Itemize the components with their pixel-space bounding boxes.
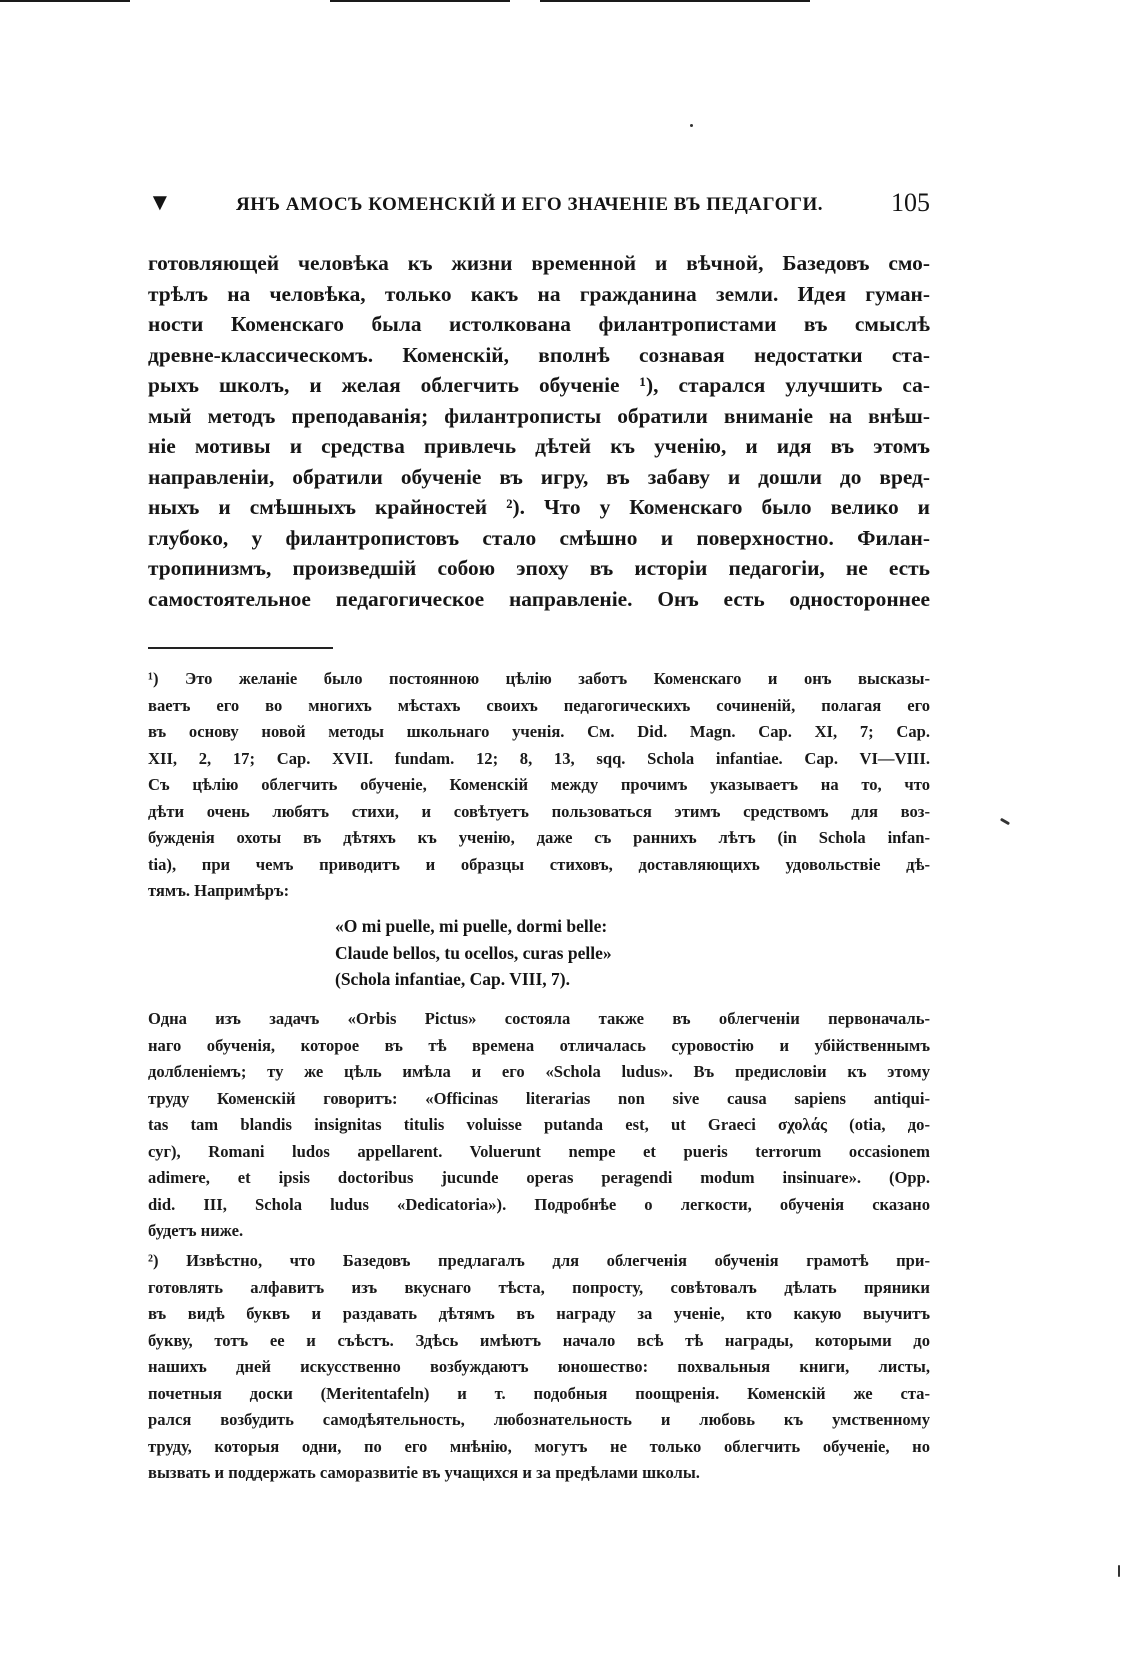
footnote-line: въ видѣ буквъ и раздавать дѣтямъ въ награду за ученіе, кто какую выучитъ <box>148 1304 930 1323</box>
text-line: древне-классическомъ. Коменскій, вполнѣ сознавая недостатки ста- <box>148 342 930 367</box>
text-line: готовляющей человѣка къ жизни временной и вѣчной, Базедовъ смо- <box>148 251 930 275</box>
footnote-line: Съ цѣлію облегчить обученіе, Коменскій между прочимъ указываетъ на то, что <box>148 775 930 794</box>
footnote-line: рался возбудить самодѣятельность, любознательность и любовь къ умственному <box>148 1410 930 1429</box>
footnote-line: adimere, et ipsis doctoribus jucunde operas peragendi modum insinuare». (Opp. <box>148 1168 930 1187</box>
page-number: 105 <box>891 188 930 217</box>
footnote-line: тямъ. Напримѣръ: <box>148 881 290 900</box>
text-line: тропинизмъ, произведшій собою эпоху въ исторіи педагогіи, не есть <box>148 556 930 580</box>
scan-edge-line <box>0 0 130 2</box>
footnote-line: труду Коменскій говоритъ: «Officinas literarias non sive causa sapiens antiqui- <box>148 1088 930 1108</box>
footnote-line: ¹) Это желаніе было постоянною цѣлію заботъ Коменскаго и онъ высказы- <box>148 669 930 688</box>
footnote-line: вызвать и поддержать саморазвитіе въ учащихся и за предѣлами школы. <box>148 1463 700 1482</box>
footnote-line: суг), Romani ludos appellarent. Voluerunt nempe et pueris terrorum occasionem <box>148 1141 930 1161</box>
scan-speck <box>1000 818 1010 826</box>
text-line: рыхъ школъ, и желая облегчить обученіе ¹), старался улучшить са- <box>148 373 930 397</box>
scan-edge-line <box>540 0 810 2</box>
footnote-line: did. III, Schola ludus «Dedicatoria»). Подробнѣе о легкости, обученія сказано <box>148 1194 930 1214</box>
footnote-line: долбленіемъ; ту же цѣль имѣла и его «Schola ludus». Въ предисловіи къ этому <box>148 1062 930 1081</box>
footnote-line: ваетъ его во многихъ мѣстахъ своихъ педагогическихъ сочиненій, полагая его <box>148 695 930 715</box>
footnote-1-continued <box>148 1006 930 1245</box>
footnote-line: почетныя доски (Meritentafeln) и т. подобныя поощренія. Коменскій же ста- <box>148 1383 930 1403</box>
poem-line: (Schola infantiae, Cap. VIII, 7). <box>335 969 570 989</box>
footnote-line: наго обученія, которое въ тѣ времена отличалась суровостію и убійственнымъ <box>148 1035 930 1055</box>
footnote-line: ²) Извѣстно, что Базедовъ предлагалъ для облегченія обученія грамотѣ при- <box>148 1251 930 1270</box>
text-line: трѣлъ на человѣка, только какъ на гражданина земли. Идея гуман- <box>148 281 930 306</box>
footnote-line: будетъ ниже. <box>148 1221 244 1240</box>
footnote-line: труду, которыя одни, по его мнѣнію, могутъ не только облегчить обученіе, но <box>148 1436 930 1456</box>
scan-speck <box>690 124 693 127</box>
text-line: глубоко, у филантропистовъ стало смѣшно и поверхностно. Филан- <box>148 525 930 550</box>
text-line: мый методъ преподаванія; филантрописты обратили вниманіе на внѣш- <box>148 403 930 428</box>
poem-line: Claude bellos, tu ocellos, curas pelle» <box>335 942 612 963</box>
main-text <box>148 248 930 614</box>
poem-line: «O mi puelle, mi puelle, dormi belle: <box>335 916 608 936</box>
scan-speck <box>1118 1565 1120 1577</box>
page-mark-icon: ▼ <box>148 190 172 216</box>
footnote-line: готовлять алфавитъ изъ вкуснаго тѣста, попросту, совѣтовалъ дѣлать пряники <box>148 1277 930 1297</box>
footnote-line: Одна изъ задачъ «Orbis Pictus» состояла также въ облегченіи первоначаль- <box>148 1009 930 1028</box>
footnote-line: въ основу новой методы школьнаго ученія. См. Did. Magn. Cap. XI, 7; Cap. <box>148 722 930 741</box>
scan-edge-line <box>330 0 510 2</box>
footnote-line: дѣти очень любятъ стихи, и совѣтуетъ пользоваться этимъ средствомъ для воз- <box>148 801 930 821</box>
footnote-line: букву, тотъ ее и съѣстъ. Здѣсь имѣютъ начало всѣ тѣ награды, которыми до <box>148 1330 930 1350</box>
text-line: самостоятельное педагогическое направленіе. Онъ есть одностороннее <box>148 586 930 611</box>
text-line: ніе мотивы и средства привлечь дѣтей къ ученію, и идя въ этомъ <box>148 434 930 458</box>
footnote-line: нашихъ дней искусственно возбуждаютъ юношество: похвальныя книги, листы, <box>148 1357 930 1376</box>
running-header <box>148 188 930 222</box>
text-line: направленіи, обратили обученіе въ игру, въ забаву и дошли до вред- <box>148 464 930 489</box>
footnote-line: tia), при чемъ приводитъ и образцы стиховъ, доставляющихъ удовольствіе дѣ- <box>148 854 930 874</box>
footnote-divider <box>148 647 333 649</box>
text-line: ности Коменскаго была истолкована филантропистами въ смыслѣ <box>148 312 930 336</box>
text-line: ныхъ и смѣшныхъ крайностей ²). Что у Коменскаго было велико и <box>148 495 930 519</box>
footnote-2 <box>148 1248 930 1487</box>
poem-quote <box>335 913 612 993</box>
footnote-line: tas tam blandis insignitas titulis voluisse putanda est, ut Graeci σχολάς (otia, до- <box>148 1115 930 1134</box>
header-title: ЯНЪ АМОСЪ КОМЕНСКІЙ И ЕГО ЗНАЧЕНІЕ ВЪ ПЕДАГОГИ. <box>236 194 824 215</box>
footnote-line: XII, 2, 17; Cap. XVII. fundam. 12; 8, 13, sqq. Schola infantiae. Cap. VI—VIII. <box>148 748 930 768</box>
footnote-line: бужденія охоты въ дѣтяхъ къ ученію, даже съ раннихъ лѣтъ (in Schola infan- <box>148 828 930 847</box>
footnote-1 <box>148 666 930 905</box>
